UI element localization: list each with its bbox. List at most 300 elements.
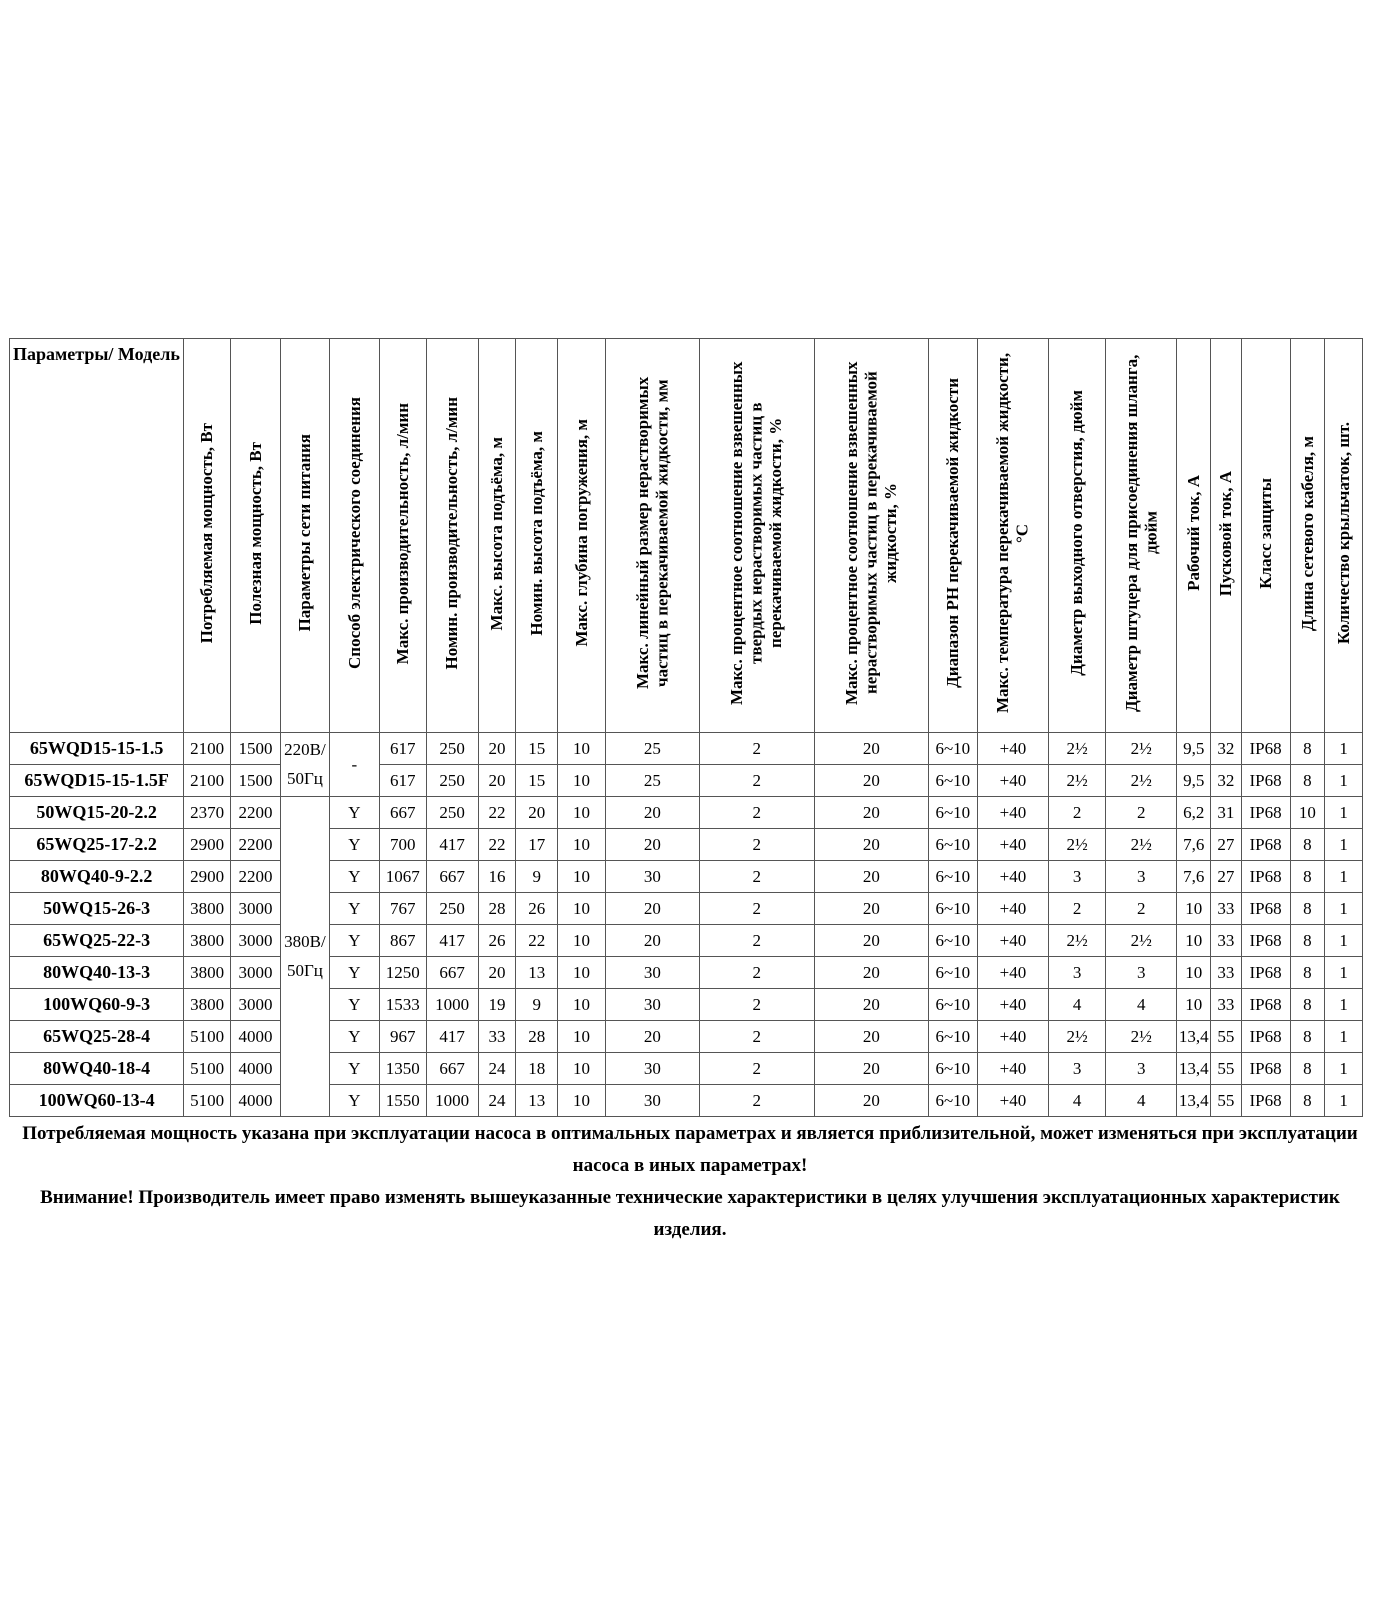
model-cell: 80WQ40-18-4 [10, 1053, 184, 1085]
data-cell: 4 [1106, 1085, 1177, 1117]
data-cell: 26 [516, 893, 558, 925]
data-cell: +40 [977, 1085, 1048, 1117]
data-cell: 33 [1211, 925, 1242, 957]
data-cell: 8 [1290, 1021, 1325, 1053]
header-label: Макс. глубина погружения, м [571, 419, 591, 647]
data-cell: 3800 [184, 925, 231, 957]
data-cell: 4 [1049, 989, 1106, 1021]
data-cell: 10 [558, 797, 606, 829]
header-col-2 [231, 339, 281, 733]
model-cell: 80WQ40-9-2.2 [10, 861, 184, 893]
data-cell: 10 [558, 829, 606, 861]
data-cell: 15 [516, 765, 558, 797]
header-label: Диаметр выходного отверстия, дюйм [1067, 390, 1087, 677]
data-cell: +40 [977, 861, 1048, 893]
data-cell: 15 [516, 733, 558, 765]
data-cell: 2 [699, 957, 814, 989]
data-cell: 13 [516, 957, 558, 989]
data-cell: 10 [1177, 893, 1211, 925]
data-cell: 3000 [231, 925, 281, 957]
data-cell: 30 [605, 1085, 699, 1117]
data-cell: IP68 [1241, 957, 1290, 989]
data-cell: 18 [516, 1053, 558, 1085]
data-cell: +40 [977, 1053, 1048, 1085]
data-cell: 20 [605, 893, 699, 925]
header-col-12 [814, 339, 928, 733]
data-cell: 30 [605, 989, 699, 1021]
data-cell: 20 [478, 957, 516, 989]
data-cell: 22 [478, 829, 516, 861]
data-cell: 20 [605, 925, 699, 957]
table-row [10, 1085, 1363, 1117]
data-cell: 1 [1325, 829, 1363, 861]
data-cell: 20 [814, 797, 928, 829]
data-cell: 24 [478, 1085, 516, 1117]
power-supply-cell: 380В/ 50Гц [281, 797, 330, 1117]
data-cell: 700 [379, 829, 426, 861]
data-cell: 20 [605, 797, 699, 829]
data-cell: +40 [977, 957, 1048, 989]
data-cell: IP68 [1241, 797, 1290, 829]
data-cell: 27 [1211, 861, 1242, 893]
model-cell: 65WQ25-17-2.2 [10, 829, 184, 861]
data-cell: +40 [977, 733, 1048, 765]
data-cell: 9,5 [1177, 733, 1211, 765]
data-cell: 6~10 [928, 957, 977, 989]
data-cell: 417 [426, 925, 478, 957]
table-row [10, 733, 1363, 765]
note-power: Потребляемая мощность указана при эксплуатации насоса в оптимальных параметрах и является приблизительной, может изменяться при эксплуатации насоса в иных параметрах! [22, 1123, 1358, 1176]
data-cell: 3000 [231, 957, 281, 989]
data-cell: 1 [1325, 765, 1363, 797]
data-cell: 22 [516, 925, 558, 957]
connection-cell: Y [329, 1053, 379, 1085]
header-col-16 [1106, 339, 1177, 733]
data-cell: 2 [699, 893, 814, 925]
data-cell: 250 [426, 893, 478, 925]
header-model: Параметры/ Модель [10, 339, 184, 733]
header-col-4 [329, 339, 379, 733]
header-label: Макс. линейный размер нерастворимых частиц в перекачиваемой жидкости, мм [632, 377, 672, 690]
data-cell: IP68 [1241, 1085, 1290, 1117]
data-cell: 27 [1211, 829, 1242, 861]
model-cell: 65WQD15-15-1.5 [10, 733, 184, 765]
connection-cell: Y [329, 925, 379, 957]
data-cell: 9 [516, 861, 558, 893]
table-row [10, 797, 1363, 829]
connection-cell: Y [329, 957, 379, 989]
table-row [10, 765, 1363, 797]
header-label: Макс. процентное соотношение взвешенных нерастворимых частиц в перекачиваемой жидкости, % [842, 361, 901, 705]
data-cell: 6~10 [928, 829, 977, 861]
data-cell: 4000 [231, 1021, 281, 1053]
data-cell: 3000 [231, 989, 281, 1021]
data-cell: 1 [1325, 925, 1363, 957]
data-cell: 3000 [231, 893, 281, 925]
data-cell: 30 [605, 1053, 699, 1085]
data-cell: +40 [977, 925, 1048, 957]
data-cell: 2½ [1106, 829, 1177, 861]
model-cell: 65WQ25-22-3 [10, 925, 184, 957]
data-cell: 2 [699, 733, 814, 765]
data-cell: 1550 [379, 1085, 426, 1117]
data-cell: 20 [478, 765, 516, 797]
connection-cell: Y [329, 893, 379, 925]
data-cell: 2100 [184, 765, 231, 797]
data-cell: 31 [1211, 797, 1242, 829]
data-cell: 1000 [426, 1085, 478, 1117]
data-cell: 6,2 [1177, 797, 1211, 829]
data-cell: 19 [478, 989, 516, 1021]
data-cell: 2100 [184, 733, 231, 765]
data-cell: 10 [558, 733, 606, 765]
data-cell: 1533 [379, 989, 426, 1021]
data-cell: 3 [1049, 957, 1106, 989]
data-cell: 10 [558, 861, 606, 893]
header-col-6 [426, 339, 478, 733]
connection-cell: Y [329, 989, 379, 1021]
data-cell: 2 [699, 925, 814, 957]
data-cell: +40 [977, 829, 1048, 861]
data-cell: 10 [558, 1053, 606, 1085]
data-cell: 6~10 [928, 797, 977, 829]
header-col-19 [1241, 339, 1290, 733]
model-cell: 65WQ25-28-4 [10, 1021, 184, 1053]
header-col-15 [1049, 339, 1106, 733]
data-cell: 1067 [379, 861, 426, 893]
data-cell: 1 [1325, 1085, 1363, 1117]
data-cell: 6~10 [928, 893, 977, 925]
data-cell: 10 [558, 765, 606, 797]
data-cell: 2½ [1106, 925, 1177, 957]
power-supply-cell: 220В/ 50Гц [281, 733, 330, 797]
data-cell: 5100 [184, 1021, 231, 1053]
header-col-11 [699, 339, 814, 733]
table-row [10, 989, 1363, 1021]
data-cell: 13 [516, 1085, 558, 1117]
data-cell: 1500 [231, 765, 281, 797]
data-cell: 2 [699, 1021, 814, 1053]
data-cell: 2 [699, 797, 814, 829]
data-cell: 6~10 [928, 925, 977, 957]
header-label: Потребляемая мощность, Вт [197, 423, 217, 644]
data-cell: 2½ [1049, 765, 1106, 797]
header-col-7 [478, 339, 516, 733]
data-cell: 6~10 [928, 1085, 977, 1117]
data-cell: 8 [1290, 957, 1325, 989]
data-cell: 2 [699, 829, 814, 861]
table-row [10, 861, 1363, 893]
data-cell: 617 [379, 765, 426, 797]
data-cell: 2 [699, 989, 814, 1021]
data-cell: +40 [977, 893, 1048, 925]
data-cell: 25 [605, 733, 699, 765]
data-cell: 5100 [184, 1085, 231, 1117]
data-cell: 20 [814, 829, 928, 861]
data-cell: 3800 [184, 957, 231, 989]
data-cell: 2½ [1049, 733, 1106, 765]
header-col-21 [1325, 339, 1363, 733]
header-row [10, 339, 1363, 733]
data-cell: 617 [379, 733, 426, 765]
header-label: Макс. температура перекачиваемой жидкости, °C [993, 353, 1032, 714]
table-row [10, 829, 1363, 861]
data-cell: 1 [1325, 893, 1363, 925]
data-cell: IP68 [1241, 765, 1290, 797]
data-cell: 10 [1177, 989, 1211, 1021]
connection-cell: Y [329, 1021, 379, 1053]
model-cell: 100WQ60-9-3 [10, 989, 184, 1021]
data-cell: 24 [478, 1053, 516, 1085]
header-label: Пусковой ток, А [1216, 470, 1236, 596]
data-cell: 667 [426, 957, 478, 989]
data-cell: 1 [1325, 957, 1363, 989]
data-cell: 4 [1049, 1085, 1106, 1117]
data-cell: +40 [977, 765, 1048, 797]
data-cell: 2 [699, 1053, 814, 1085]
data-cell: 20 [814, 733, 928, 765]
data-cell: 2 [699, 861, 814, 893]
connection-cell: - [329, 733, 379, 797]
note-warning: Внимание! Производитель имеет право изменять вышеуказанные технические характеристики в целях улучшения эксплуатационных характеристик изделия. [40, 1187, 1340, 1240]
data-cell: 1 [1325, 989, 1363, 1021]
data-cell: IP68 [1241, 829, 1290, 861]
data-cell: 2½ [1106, 765, 1177, 797]
header-label: Макс. производительность, л/мин [392, 402, 412, 664]
data-cell: 250 [426, 765, 478, 797]
data-cell: 2 [1049, 797, 1106, 829]
data-cell: 8 [1290, 893, 1325, 925]
data-cell: 2200 [231, 861, 281, 893]
data-cell: 9,5 [1177, 765, 1211, 797]
data-cell: 2900 [184, 829, 231, 861]
data-cell: 20 [814, 989, 928, 1021]
data-cell: 1500 [231, 733, 281, 765]
notes [20, 1118, 1360, 1246]
header-col-13 [928, 339, 977, 733]
table-body [10, 733, 1363, 1117]
header-col-20 [1290, 339, 1325, 733]
data-cell: 3 [1049, 1053, 1106, 1085]
data-cell: 32 [1211, 765, 1242, 797]
header-label: Полезная мощность, Вт [245, 441, 265, 625]
data-cell: 13,4 [1177, 1085, 1211, 1117]
data-cell: 33 [478, 1021, 516, 1053]
data-cell: +40 [977, 797, 1048, 829]
data-cell: 55 [1211, 1053, 1242, 1085]
header-col-10 [605, 339, 699, 733]
data-cell: 1000 [426, 989, 478, 1021]
connection-cell: Y [329, 829, 379, 861]
connection-cell: Y [329, 1085, 379, 1117]
header-label: Длина сетевого кабеля, м [1297, 435, 1317, 631]
header-label: Рабочий ток, А [1183, 475, 1203, 592]
data-cell: IP68 [1241, 861, 1290, 893]
data-cell: 20 [814, 1085, 928, 1117]
data-cell: 2 [1106, 893, 1177, 925]
data-cell: 8 [1290, 861, 1325, 893]
data-cell: 2200 [231, 797, 281, 829]
data-cell: 30 [605, 861, 699, 893]
data-cell: 20 [814, 957, 928, 989]
data-cell: 2½ [1106, 733, 1177, 765]
data-cell: 20 [814, 765, 928, 797]
data-cell: 2½ [1106, 1021, 1177, 1053]
data-cell: 1 [1325, 861, 1363, 893]
header-label: Класс защиты [1255, 477, 1275, 589]
data-cell: 4 [1106, 989, 1177, 1021]
data-cell: 6~10 [928, 765, 977, 797]
data-cell: 26 [478, 925, 516, 957]
data-cell: 10 [1177, 925, 1211, 957]
data-cell: 417 [426, 829, 478, 861]
data-cell: 1 [1325, 1053, 1363, 1085]
data-cell: +40 [977, 989, 1048, 1021]
data-cell: 32 [1211, 733, 1242, 765]
header-label: Диаметр штуцера для присоединения шланга, дюйм [1121, 354, 1161, 712]
data-cell: 8 [1290, 733, 1325, 765]
data-cell: 33 [1211, 893, 1242, 925]
data-cell: 8 [1290, 1085, 1325, 1117]
header-label: Номин. производительность, л/мин [442, 397, 462, 670]
data-cell: 20 [516, 797, 558, 829]
data-cell: 3800 [184, 893, 231, 925]
model-cell: 80WQ40-13-3 [10, 957, 184, 989]
data-cell: 6~10 [928, 1053, 977, 1085]
data-cell: 3 [1106, 957, 1177, 989]
data-cell: 3 [1106, 1053, 1177, 1085]
data-cell: 10 [558, 1021, 606, 1053]
header-col-14 [977, 339, 1048, 733]
data-cell: 10 [1290, 797, 1325, 829]
data-cell: 967 [379, 1021, 426, 1053]
data-cell: 2½ [1049, 829, 1106, 861]
data-cell: 3 [1049, 861, 1106, 893]
data-cell: IP68 [1241, 1053, 1290, 1085]
data-cell: 6~10 [928, 861, 977, 893]
data-cell: 3800 [184, 989, 231, 1021]
data-cell: 1350 [379, 1053, 426, 1085]
header-col-5 [379, 339, 426, 733]
data-cell: 7,6 [1177, 829, 1211, 861]
pump-spec-table [9, 338, 1363, 1117]
data-cell: 2370 [184, 797, 231, 829]
data-cell: IP68 [1241, 733, 1290, 765]
data-cell: 10 [1177, 957, 1211, 989]
header-label: Диапазон PH перекачиваемой жидкости [943, 378, 963, 689]
header-col-8 [516, 339, 558, 733]
model-cell: 65WQD15-15-1.5F [10, 765, 184, 797]
data-cell: 667 [426, 1053, 478, 1085]
data-cell: 1 [1325, 797, 1363, 829]
header-col-9 [558, 339, 606, 733]
data-cell: 667 [426, 861, 478, 893]
header-label: Количество крыльчаток, шт. [1333, 422, 1353, 645]
data-cell: IP68 [1241, 893, 1290, 925]
data-cell: 17 [516, 829, 558, 861]
data-cell: 417 [426, 1021, 478, 1053]
data-cell: 13,4 [1177, 1021, 1211, 1053]
data-cell: 10 [558, 925, 606, 957]
data-cell: 20 [814, 1021, 928, 1053]
data-cell: 6~10 [928, 989, 977, 1021]
data-cell: 55 [1211, 1021, 1242, 1053]
connection-cell: Y [329, 797, 379, 829]
data-cell: 8 [1290, 925, 1325, 957]
data-cell: 2 [699, 1085, 814, 1117]
header-col-17 [1177, 339, 1211, 733]
data-cell: 10 [558, 957, 606, 989]
data-cell: 2200 [231, 829, 281, 861]
data-cell: 2 [1106, 797, 1177, 829]
data-cell: 20 [605, 1021, 699, 1053]
data-cell: +40 [977, 1021, 1048, 1053]
data-cell: 9 [516, 989, 558, 1021]
data-cell: 10 [558, 1085, 606, 1117]
data-cell: IP68 [1241, 989, 1290, 1021]
data-cell: 1 [1325, 1021, 1363, 1053]
header-label: Способ электрического соединения [344, 397, 364, 670]
data-cell: 1 [1325, 733, 1363, 765]
data-cell: 6~10 [928, 733, 977, 765]
data-cell: 2900 [184, 861, 231, 893]
data-cell: 8 [1290, 829, 1325, 861]
data-cell: 2 [699, 765, 814, 797]
table-row [10, 893, 1363, 925]
data-cell: 5100 [184, 1053, 231, 1085]
data-cell: 1250 [379, 957, 426, 989]
data-cell: 8 [1290, 1053, 1325, 1085]
header-label: Параметры сети питания [295, 434, 315, 632]
model-cell: 50WQ15-26-3 [10, 893, 184, 925]
header-col-3 [281, 339, 330, 733]
header-label: Макс. процентное соотношение взвешенных твердых нерастворимых частиц в перекачиваемой жидкости, % [727, 361, 786, 705]
data-cell: 250 [426, 733, 478, 765]
data-cell: 22 [478, 797, 516, 829]
data-cell: 4000 [231, 1085, 281, 1117]
header-label: Номин. высота подъёма, м [526, 430, 546, 636]
data-cell: 30 [605, 957, 699, 989]
data-cell: 33 [1211, 957, 1242, 989]
data-cell: 25 [605, 765, 699, 797]
table-row [10, 1021, 1363, 1053]
data-cell: 16 [478, 861, 516, 893]
data-cell: 767 [379, 893, 426, 925]
data-cell: 13,4 [1177, 1053, 1211, 1085]
data-cell: 867 [379, 925, 426, 957]
data-cell: 7,6 [1177, 861, 1211, 893]
data-cell: 55 [1211, 1085, 1242, 1117]
table-row [10, 925, 1363, 957]
data-cell: 6~10 [928, 1021, 977, 1053]
data-cell: 8 [1290, 989, 1325, 1021]
table-row [10, 1053, 1363, 1085]
data-cell: 8 [1290, 765, 1325, 797]
data-cell: IP68 [1241, 1021, 1290, 1053]
data-cell: 3 [1106, 861, 1177, 893]
data-cell: 28 [478, 893, 516, 925]
data-cell: 20 [478, 733, 516, 765]
data-cell: 667 [379, 797, 426, 829]
model-cell: 100WQ60-13-4 [10, 1085, 184, 1117]
data-cell: IP68 [1241, 925, 1290, 957]
header-col-18 [1211, 339, 1242, 733]
data-cell: 10 [558, 893, 606, 925]
data-cell: 250 [426, 797, 478, 829]
data-cell: 20 [814, 861, 928, 893]
data-cell: 2 [1049, 893, 1106, 925]
table-row [10, 957, 1363, 989]
